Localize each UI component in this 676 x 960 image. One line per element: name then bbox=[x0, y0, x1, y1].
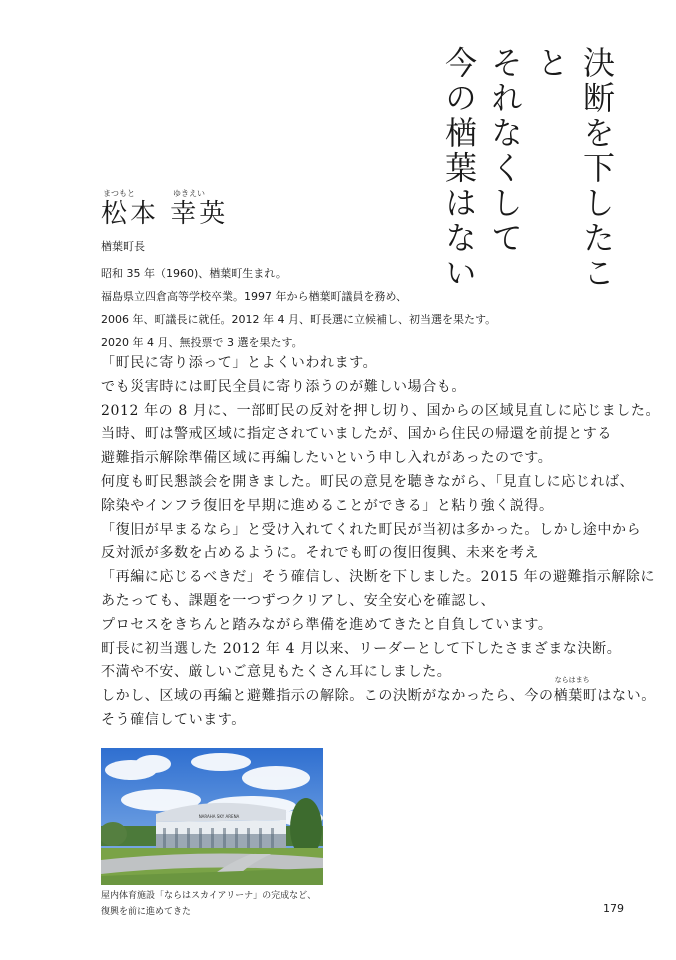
title-line: 今の楢葉はない bbox=[440, 46, 478, 291]
body-line-pre: しかし、区域の再編と避難指示の解除。この決断がなかったら、今の bbox=[101, 688, 554, 705]
body-line: プロセスをきちんと踏みながら準備を進めてきたと自負しています。 bbox=[101, 616, 553, 633]
ruby-base: 楢葉町 bbox=[553, 688, 598, 705]
bio bbox=[101, 262, 496, 354]
bio-line: 2020 年 4 月、無投票で 3 選を果たす。 bbox=[101, 336, 303, 349]
page-number: 179 bbox=[603, 902, 624, 915]
body-line: あたっても、課題を一つずつクリアし、安全安心を確認し、 bbox=[101, 592, 496, 609]
ruby-naraha-town bbox=[553, 676, 598, 709]
title-line: 決断を下したこと bbox=[532, 46, 616, 291]
caption-line: 復興を前に進めてきた bbox=[101, 907, 192, 917]
body-line: 不満や不安、厳しいご意見もたくさん耳にしました。 bbox=[101, 664, 452, 681]
body-line: 除染やインフラ復旧を早期に進めることができる」と粘り強く説得。 bbox=[101, 497, 554, 514]
arena-sign: NARAHA SKY ARENA bbox=[198, 814, 240, 819]
bio-line: 昭和 35 年（1960)、楢葉町生まれ。 bbox=[101, 267, 287, 280]
body-line: 「町民に寄り添って」とよくいわれます。 bbox=[101, 355, 378, 371]
caption-line: 屋内体育施設「ならはスカイアリーナ」の完成など、 bbox=[101, 891, 317, 901]
bio-line: 2006 年、町議長に就任。2012 年 4 月、町長選に立候補し、初当選を果たす。 bbox=[101, 313, 497, 326]
name-ruby-family: まつもと bbox=[103, 189, 135, 198]
body-line-post: はない。 bbox=[597, 688, 656, 705]
person-title: 楢葉町長 bbox=[101, 240, 145, 253]
page-title bbox=[436, 46, 620, 291]
bio-line: 福島県立四倉高等学校卒業。1997 年から楢葉町議員を務め、 bbox=[101, 290, 408, 303]
body-line: 2012 年の 8 月に、一部町民の反対を押し切り、国からの区域見直しに応じました。 bbox=[101, 402, 661, 419]
body-line: 反対派が多数を占めるように。それでも町の復旧復興、未来を考え bbox=[101, 545, 539, 562]
name-ruby bbox=[101, 188, 228, 199]
body-line: 当時、町は警戒区域に指定されていましたが、国から住民の帰還を前提とする bbox=[101, 426, 612, 443]
arena-photo bbox=[101, 748, 323, 885]
arena-photo-illustration bbox=[101, 748, 323, 885]
body-line bbox=[101, 676, 656, 709]
name-ruby-given: ゆきえい bbox=[173, 189, 205, 198]
photo-caption bbox=[101, 888, 316, 920]
body-line: 「再編に応じるべきだ」そう確信し、決断を下しました。2015 年の避難指示解除に bbox=[101, 569, 656, 586]
title-line: それなくして bbox=[486, 46, 524, 256]
ruby-text: ならはまち bbox=[554, 676, 590, 685]
body-line: 「復旧が早まるなら」と受け入れてくれた町民が当初は多かった。しかし途中から bbox=[101, 521, 642, 538]
body-line: 何度も町民懇談会を開きました。町民の意見を聴きながら、「見直しに応じれば、 bbox=[101, 473, 635, 490]
body-line: 避難指示解除準備区域に再編したいという申し入れがあったのです。 bbox=[101, 450, 553, 467]
body-line: 町長に初当選した 2012 年 4 月以来、リーダーとして下したさまざまな決断。 bbox=[101, 640, 622, 657]
person-name: 松本 幸英 bbox=[101, 199, 229, 229]
body-text bbox=[101, 352, 661, 733]
body-line: そう確信しています。 bbox=[101, 711, 246, 728]
body-line: でも災害時には町民全員に寄り添うのが難しい場合も。 bbox=[101, 378, 466, 395]
person-block bbox=[101, 188, 228, 254]
